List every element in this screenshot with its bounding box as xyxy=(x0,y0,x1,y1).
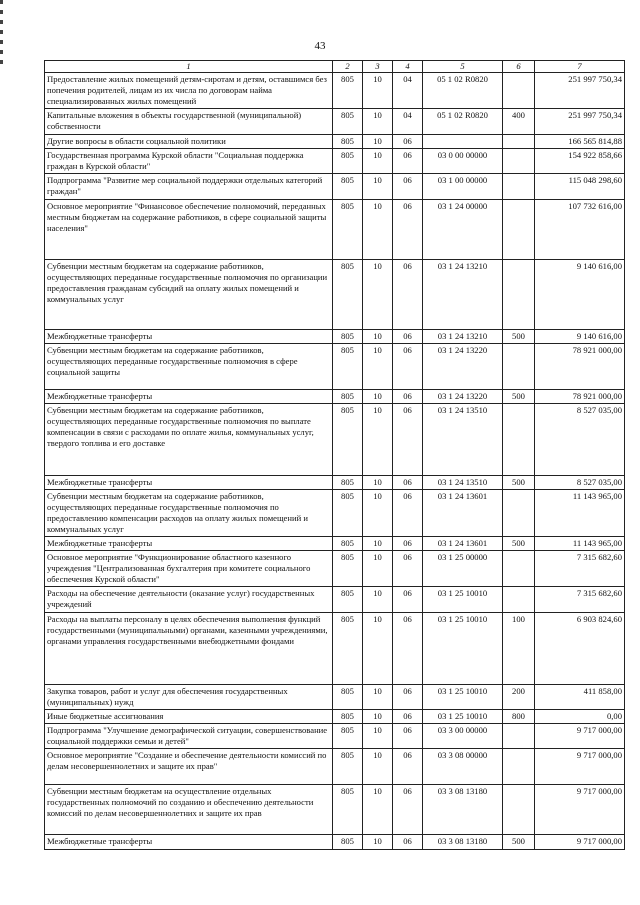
table-row xyxy=(45,390,625,404)
row-subsection-code: 06 xyxy=(393,785,423,835)
row-subsection-code: 06 xyxy=(393,260,423,330)
row-section-code: 10 xyxy=(363,200,393,260)
table-row xyxy=(45,73,625,109)
row-amount: 0,00 xyxy=(535,710,625,724)
row-section-code: 10 xyxy=(363,73,393,109)
table-row xyxy=(45,835,625,850)
row-section-code: 10 xyxy=(363,587,393,613)
column-number-row xyxy=(45,61,625,73)
row-section-code: 10 xyxy=(363,613,393,685)
row-amount: 11 143 965,00 xyxy=(535,537,625,551)
row-amount: 251 997 750,34 xyxy=(535,109,625,135)
row-ved-code: 805 xyxy=(333,404,363,476)
row-ved-code: 805 xyxy=(333,613,363,685)
row-target-article: 03 3 08 13180 xyxy=(423,785,503,835)
row-section-code: 10 xyxy=(363,109,393,135)
row-section-code: 10 xyxy=(363,749,393,785)
row-target-article: 03 1 25 00000 xyxy=(423,551,503,587)
row-subsection-code: 06 xyxy=(393,551,423,587)
row-subsection-code: 06 xyxy=(393,613,423,685)
row-ved-code: 805 xyxy=(333,200,363,260)
column-number: 4 xyxy=(393,61,423,73)
row-name: Подпрограмма "Развитие мер социальной поддержки отдельных категорий граждан" xyxy=(45,174,333,200)
row-expense-type xyxy=(503,344,535,390)
row-name: Межбюджетные трансферты xyxy=(45,835,333,850)
row-ved-code: 805 xyxy=(333,710,363,724)
table-row xyxy=(45,724,625,749)
row-subsection-code: 06 xyxy=(393,710,423,724)
row-amount: 8 527 035,00 xyxy=(535,404,625,476)
row-name: Субвенции местным бюджетам на содержание работников, осуществляющих переданные государственные полномочия в сфере социальной защиты xyxy=(45,344,333,390)
row-amount: 411 858,00 xyxy=(535,685,625,710)
table-row xyxy=(45,200,625,260)
row-target-article: 03 1 25 10010 xyxy=(423,685,503,710)
row-ved-code: 805 xyxy=(333,587,363,613)
row-expense-type: 500 xyxy=(503,537,535,551)
column-number: 5 xyxy=(423,61,503,73)
row-name: Межбюджетные трансферты xyxy=(45,330,333,344)
row-expense-type xyxy=(503,404,535,476)
row-subsection-code: 06 xyxy=(393,685,423,710)
row-section-code: 10 xyxy=(363,785,393,835)
row-section-code: 10 xyxy=(363,835,393,850)
row-subsection-code: 04 xyxy=(393,109,423,135)
row-ved-code: 805 xyxy=(333,174,363,200)
row-name: Основное мероприятие "Финансовое обеспечение полномочий, переданных местным бюджетам на содержание работников, в сфере социальной защиты населения" xyxy=(45,200,333,260)
row-name: Закупка товаров, работ и услуг для обеспечения государственных (муниципальных) нужд xyxy=(45,685,333,710)
row-section-code: 10 xyxy=(363,344,393,390)
row-name: Субвенции местным бюджетам на осуществление отдельных государственных полномочий по созданию и обеспечению деятельности комиссий по делам несовершеннолетних и защите их прав xyxy=(45,785,333,835)
row-ved-code: 805 xyxy=(333,390,363,404)
row-expense-type: 500 xyxy=(503,835,535,850)
row-subsection-code: 06 xyxy=(393,344,423,390)
column-number: 2 xyxy=(333,61,363,73)
row-expense-type xyxy=(503,260,535,330)
row-target-article: 03 1 24 13210 xyxy=(423,330,503,344)
column-number: 7 xyxy=(535,61,625,73)
row-target-article: 03 1 24 13601 xyxy=(423,490,503,537)
table-row xyxy=(45,490,625,537)
row-subsection-code: 06 xyxy=(393,835,423,850)
row-ved-code: 805 xyxy=(333,835,363,850)
row-expense-type xyxy=(503,749,535,785)
row-expense-type xyxy=(503,587,535,613)
row-name: Другие вопросы в области социальной политики xyxy=(45,135,333,149)
row-expense-type: 500 xyxy=(503,476,535,490)
row-target-article: 03 1 00 00000 xyxy=(423,174,503,200)
row-subsection-code: 04 xyxy=(393,73,423,109)
table-row xyxy=(45,109,625,135)
row-section-code: 10 xyxy=(363,551,393,587)
row-name: Основное мероприятие "Функционирование областного казенного учреждения "Централизованная бухгалтерия при комитете социального обеспечения Курской области" xyxy=(45,551,333,587)
row-amount: 251 997 750,34 xyxy=(535,73,625,109)
row-ved-code: 805 xyxy=(333,537,363,551)
row-name: Межбюджетные трансферты xyxy=(45,390,333,404)
row-expense-type xyxy=(503,174,535,200)
row-section-code: 10 xyxy=(363,710,393,724)
row-ved-code: 805 xyxy=(333,724,363,749)
row-subsection-code: 06 xyxy=(393,490,423,537)
row-amount: 9 717 000,00 xyxy=(535,785,625,835)
row-subsection-code: 06 xyxy=(393,200,423,260)
row-target-article: 05 1 02 R0820 xyxy=(423,109,503,135)
row-amount: 115 048 298,60 xyxy=(535,174,625,200)
row-amount: 107 732 616,00 xyxy=(535,200,625,260)
row-section-code: 10 xyxy=(363,149,393,174)
row-target-article: 05 1 02 R0820 xyxy=(423,73,503,109)
row-ved-code: 805 xyxy=(333,685,363,710)
table-row xyxy=(45,685,625,710)
row-amount: 6 903 824,60 xyxy=(535,613,625,685)
row-target-article: 03 1 25 10010 xyxy=(423,613,503,685)
table-row xyxy=(45,476,625,490)
row-expense-type: 100 xyxy=(503,613,535,685)
row-subsection-code: 06 xyxy=(393,135,423,149)
row-section-code: 10 xyxy=(363,135,393,149)
row-ved-code: 805 xyxy=(333,344,363,390)
row-section-code: 10 xyxy=(363,685,393,710)
row-expense-type: 400 xyxy=(503,109,535,135)
row-amount: 7 315 682,60 xyxy=(535,587,625,613)
row-amount: 78 921 000,00 xyxy=(535,344,625,390)
row-amount: 8 527 035,00 xyxy=(535,476,625,490)
row-subsection-code: 06 xyxy=(393,537,423,551)
row-name: Государственная программа Курской области "Социальная поддержка граждан в Курской области" xyxy=(45,149,333,174)
column-number: 3 xyxy=(363,61,393,73)
row-amount: 9 140 616,00 xyxy=(535,260,625,330)
row-subsection-code: 06 xyxy=(393,149,423,174)
row-target-article: 03 1 24 00000 xyxy=(423,200,503,260)
table-row xyxy=(45,749,625,785)
row-section-code: 10 xyxy=(363,724,393,749)
row-target-article: 03 1 24 13510 xyxy=(423,404,503,476)
row-expense-type xyxy=(503,785,535,835)
table-row xyxy=(45,551,625,587)
row-amount: 7 315 682,60 xyxy=(535,551,625,587)
row-target-article: 03 1 24 13220 xyxy=(423,390,503,404)
row-amount: 9 717 000,00 xyxy=(535,749,625,785)
row-ved-code: 805 xyxy=(333,149,363,174)
row-name: Предоставление жилых помещений детям-сиротам и детям, оставшимся без попечения родителей, лицам из их числа по договорам найма специализированных жилых помещений xyxy=(45,73,333,109)
row-expense-type xyxy=(503,551,535,587)
row-target-article: 03 1 24 13601 xyxy=(423,537,503,551)
table-row xyxy=(45,149,625,174)
row-expense-type xyxy=(503,200,535,260)
row-name: Субвенции местным бюджетам на содержание работников, осуществляющих переданные государственные полномочия по выплате компенсации в связи с расходами по оплате жилья, коммунальных услуг, твердого топлива и его доставке xyxy=(45,404,333,476)
row-amount: 9 717 000,00 xyxy=(535,835,625,850)
column-number: 6 xyxy=(503,61,535,73)
row-name: Иные бюджетные ассигнования xyxy=(45,710,333,724)
row-expense-type: 800 xyxy=(503,710,535,724)
row-name: Расходы на выплаты персоналу в целях обеспечения выполнения функций государственными (муниципальными) органами, казенными учреждениями, органами управления государственными внебюджетными фондами xyxy=(45,613,333,685)
row-section-code: 10 xyxy=(363,390,393,404)
row-section-code: 10 xyxy=(363,404,393,476)
row-target-article: 03 3 08 00000 xyxy=(423,749,503,785)
row-name: Капитальные вложения в объекты государственной (муниципальной) собственности xyxy=(45,109,333,135)
row-name: Межбюджетные трансферты xyxy=(45,476,333,490)
table-row xyxy=(45,330,625,344)
table-row xyxy=(45,344,625,390)
row-ved-code: 805 xyxy=(333,109,363,135)
row-name: Подпрограмма "Улучшение демографической ситуации, совершенствование социальной поддержки семьи и детей" xyxy=(45,724,333,749)
row-target-article: 03 1 25 10010 xyxy=(423,587,503,613)
row-section-code: 10 xyxy=(363,537,393,551)
row-ved-code: 805 xyxy=(333,476,363,490)
row-ved-code: 805 xyxy=(333,490,363,537)
row-name: Субвенции местным бюджетам на содержание работников, осуществляющих переданные государственные полномочия по предоставлению компенсации расходов на оплату жилых помещений и коммунальных услуг xyxy=(45,490,333,537)
row-ved-code: 805 xyxy=(333,135,363,149)
row-expense-type xyxy=(503,490,535,537)
table-row xyxy=(45,260,625,330)
row-target-article: 03 0 00 00000 xyxy=(423,149,503,174)
row-amount: 11 143 965,00 xyxy=(535,490,625,537)
table-row xyxy=(45,174,625,200)
table-row xyxy=(45,135,625,149)
row-target-article xyxy=(423,135,503,149)
row-name: Межбюджетные трансферты xyxy=(45,537,333,551)
row-expense-type xyxy=(503,724,535,749)
row-section-code: 10 xyxy=(363,260,393,330)
row-expense-type: 200 xyxy=(503,685,535,710)
row-amount: 154 922 858,66 xyxy=(535,149,625,174)
row-ved-code: 805 xyxy=(333,785,363,835)
table-row xyxy=(45,785,625,835)
row-subsection-code: 06 xyxy=(393,390,423,404)
page-number: 43 xyxy=(314,40,326,52)
table-row xyxy=(45,404,625,476)
row-section-code: 10 xyxy=(363,490,393,537)
row-ved-code: 805 xyxy=(333,73,363,109)
row-target-article: 03 1 24 13510 xyxy=(423,476,503,490)
row-target-article: 03 3 08 13180 xyxy=(423,835,503,850)
row-target-article: 03 1 24 13210 xyxy=(423,260,503,330)
column-number: 1 xyxy=(45,61,333,73)
budget-table xyxy=(44,60,625,850)
table-row xyxy=(45,613,625,685)
row-subsection-code: 06 xyxy=(393,476,423,490)
row-section-code: 10 xyxy=(363,174,393,200)
row-target-article: 03 3 00 00000 xyxy=(423,724,503,749)
row-section-code: 10 xyxy=(363,330,393,344)
row-subsection-code: 06 xyxy=(393,724,423,749)
row-target-article: 03 1 24 13220 xyxy=(423,344,503,390)
row-ved-code: 805 xyxy=(333,330,363,344)
row-subsection-code: 06 xyxy=(393,749,423,785)
row-name: Расходы на обеспечение деятельности (оказание услуг) государственных учреждений xyxy=(45,587,333,613)
row-ved-code: 805 xyxy=(333,551,363,587)
table-row xyxy=(45,587,625,613)
row-name: Основное мероприятие "Создание и обеспечение деятельности комиссий по делам несовершеннолетних и защите их прав" xyxy=(45,749,333,785)
row-expense-type: 500 xyxy=(503,390,535,404)
row-subsection-code: 06 xyxy=(393,404,423,476)
row-expense-type xyxy=(503,135,535,149)
row-expense-type: 500 xyxy=(503,330,535,344)
row-subsection-code: 06 xyxy=(393,587,423,613)
row-subsection-code: 06 xyxy=(393,330,423,344)
row-section-code: 10 xyxy=(363,476,393,490)
row-amount: 9 140 616,00 xyxy=(535,330,625,344)
row-ved-code: 805 xyxy=(333,260,363,330)
table-row xyxy=(45,537,625,551)
row-amount: 166 565 814,88 xyxy=(535,135,625,149)
table-row xyxy=(45,710,625,724)
row-expense-type xyxy=(503,149,535,174)
row-subsection-code: 06 xyxy=(393,174,423,200)
row-amount: 78 921 000,00 xyxy=(535,390,625,404)
row-amount: 9 717 000,00 xyxy=(535,724,625,749)
row-ved-code: 805 xyxy=(333,749,363,785)
row-expense-type xyxy=(503,73,535,109)
row-target-article: 03 1 25 10010 xyxy=(423,710,503,724)
row-name: Субвенции местным бюджетам на содержание работников, осуществляющих переданные государственные полномочия по организации предоставления гражданам субсидий на оплату жилых помещений и коммунальных услуг xyxy=(45,260,333,330)
